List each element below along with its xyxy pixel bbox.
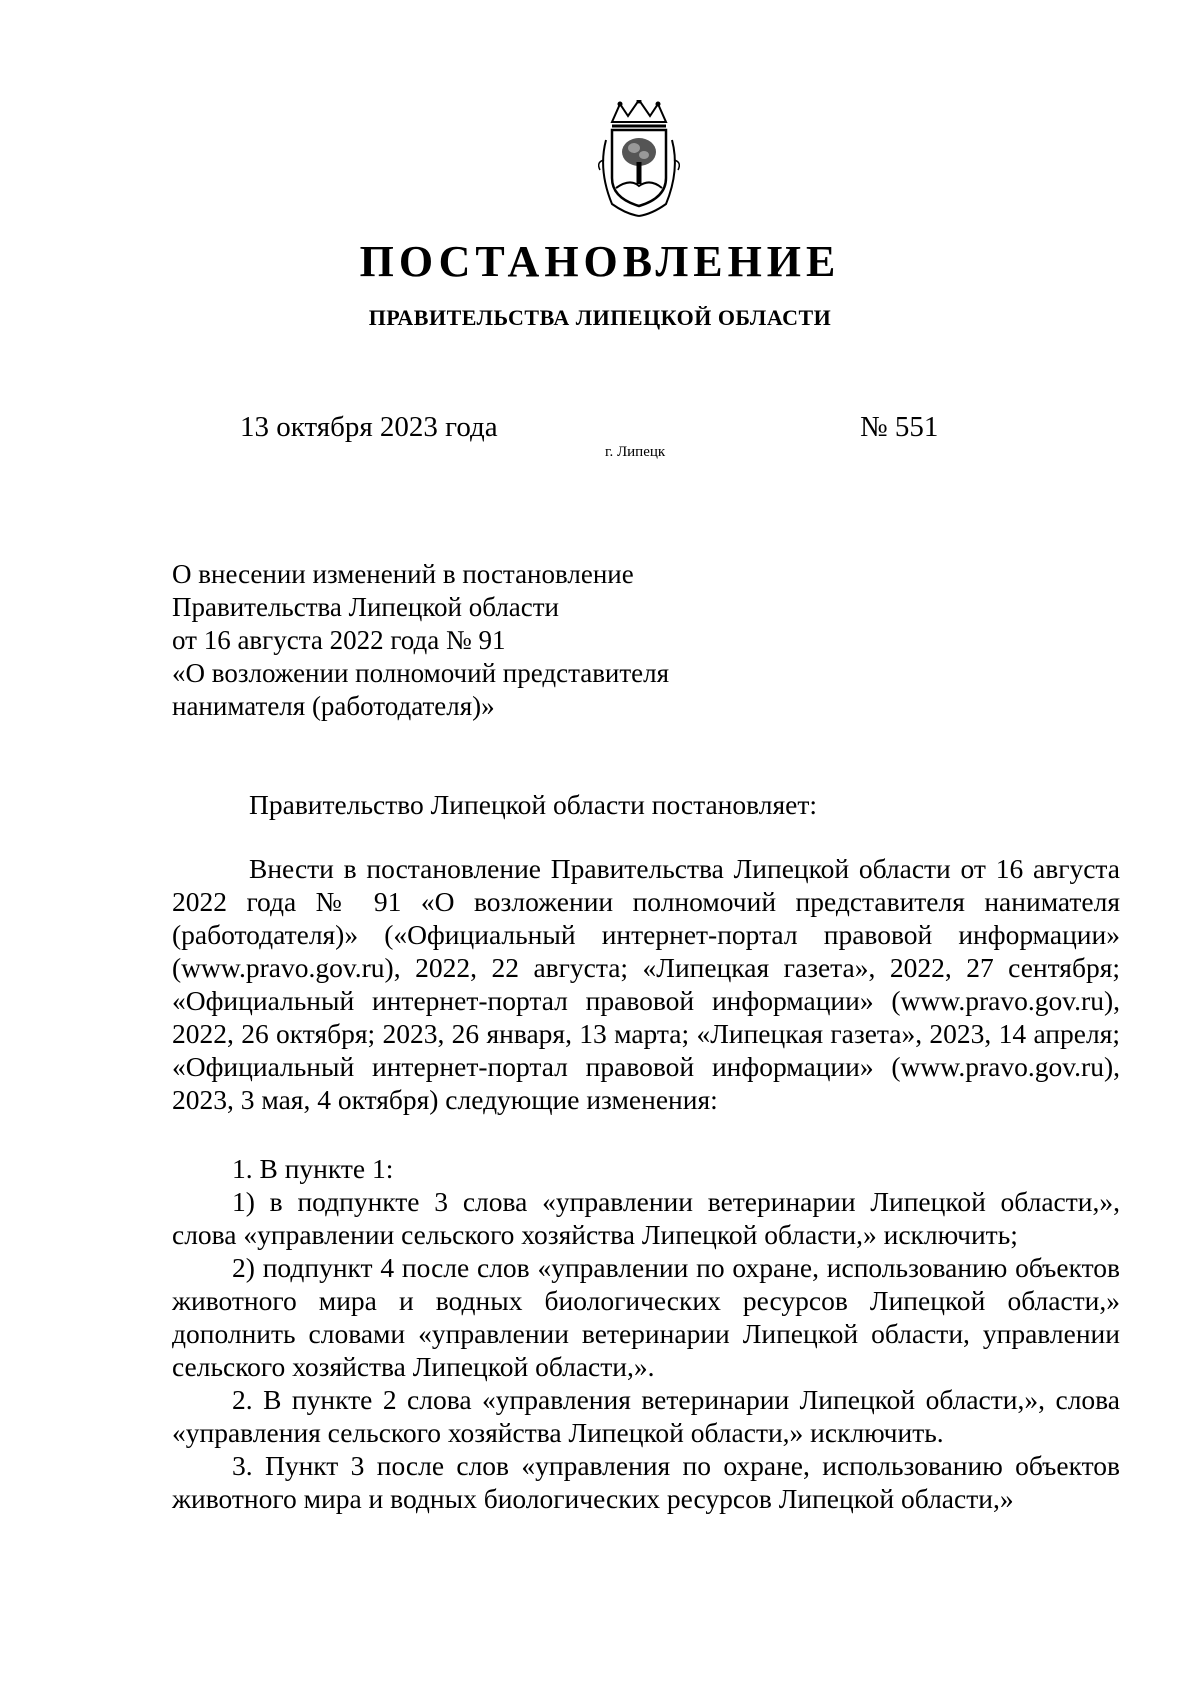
amendment-items [172,1152,1120,1515]
subject-line: Правительства Липецкой области [172,592,560,622]
coat-of-arms-emblem [590,100,688,218]
document-subject [172,558,669,723]
main-paragraph-block [172,852,1120,1116]
document-place: г. Липецк [605,444,666,460]
subject-line: «О возложении полномочий представителя [172,658,670,688]
subject-line: нанимателя (работодателя)» [172,691,495,721]
amendment-item: 2) подпункт 4 после слов «управлении по охране, использованию объектов животного мира и водных биологических ресурсов Липецкой области,» дополнить словами «управлении ветеринарии Липецкой области, управлении сельского хозяйства Липецкой области,». [172,1252,1120,1382]
subject-line: от 16 августа 2022 года № 91 [172,625,506,655]
amendment-item: 3. Пункт 3 после слов «управления по охране, использованию объектов животного мира и водных биологических ресурсов Липецкой области,» [172,1450,1120,1514]
document-date: 13 октября 2023 года [240,411,498,443]
amendment-item: 2. В пункте 2 слова «управления ветеринарии Липецкой области,», слова «управления сельского хозяйства Липецкой области,» исключить. [172,1384,1120,1448]
main-paragraph: Внести в постановление Правительства Липецкой области от 16 августа 2022 года № 91 «О возложении полномочий представителя нанимателя (работодателя)» («Официальный интернет-портал правовой информации» (www.pravo.gov.ru), 2022, 22 августа; «Липецкая газета», 2022, 27 сентября; «Официальный интернет-портал правовой информации» (www.pravo.gov.ru), 2022, 26 октября; 2023, 26 января, 13 марта; «Липецкая газета», 2023, 14 апреля; «Официальный интернет-портал правовой информации» (www.pravo.gov.ru), 2023, 3 мая, 4 октября) следующие изменения: [172,853,1120,1115]
amendment-item: 1) в подпункте 3 слова «управлении ветеринарии Липецкой области,», слова «управлении сельского хозяйства Липецкой области,» исключить; [172,1186,1120,1250]
document-number: № 551 [860,411,939,443]
intro-block [172,788,1120,821]
document-title: ПОСТАНОВЛЕНИЕ [359,237,841,286]
amendment-item: 1. В пункте 1: [232,1153,394,1184]
subject-line: О внесении изменений в постановление [172,559,634,589]
document-subtitle: ПРАВИТЕЛЬСТВА ЛИПЕЦКОЙ ОБЛАСТИ [368,305,832,330]
intro-paragraph: Правительство Липецкой области постановляет: [249,789,818,820]
